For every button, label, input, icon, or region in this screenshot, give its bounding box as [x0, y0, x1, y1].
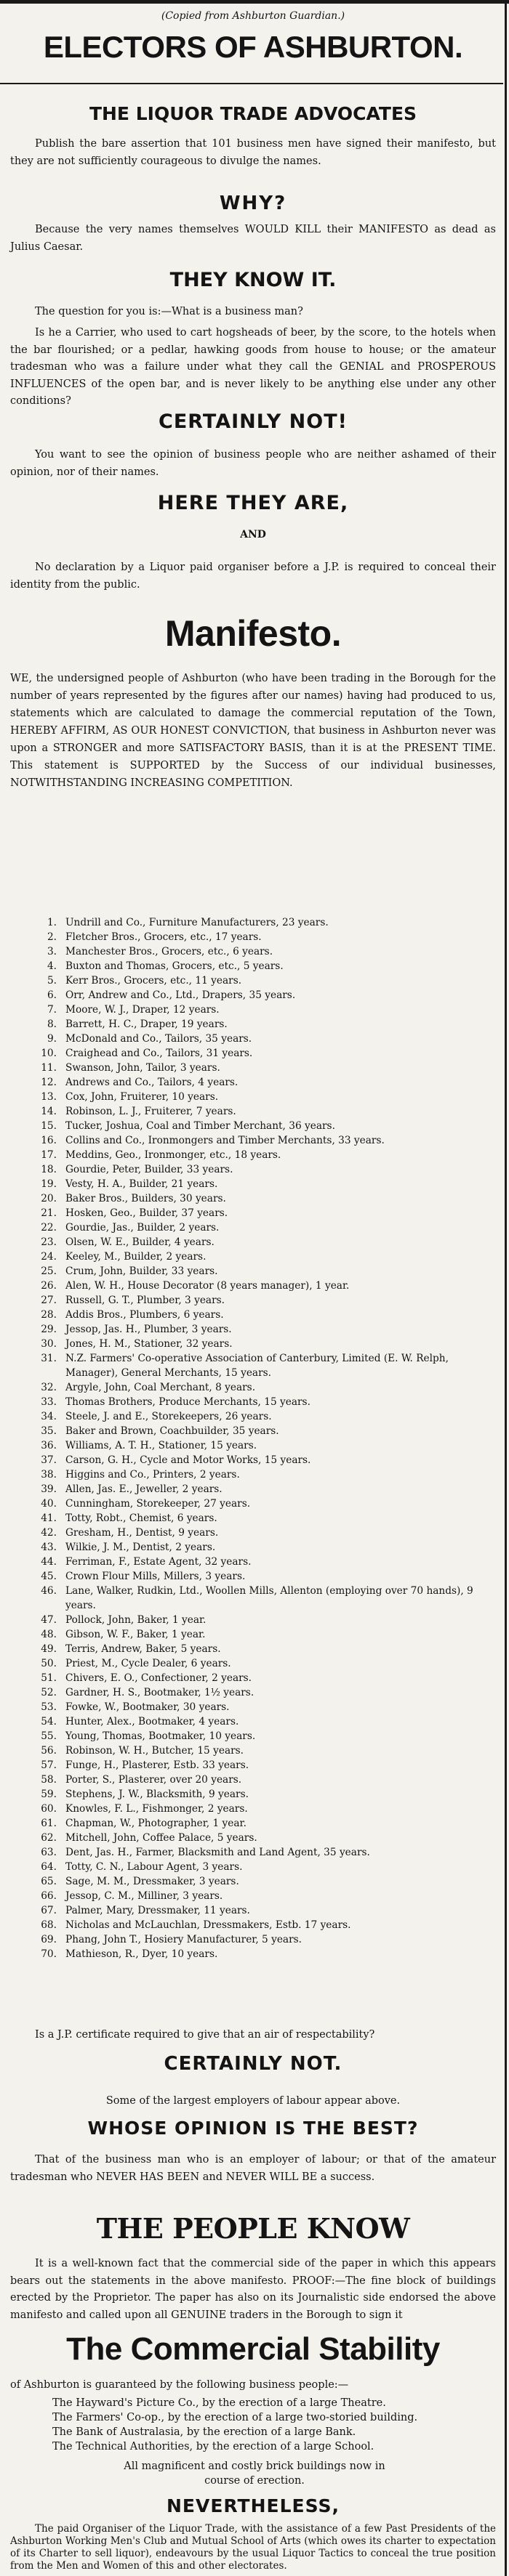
signatory-number: 45.	[41, 1571, 57, 1582]
signatory-text: Vesty, H. A., Builder, 21 years.	[65, 1178, 218, 1190]
signatory-number: 39.	[41, 1483, 57, 1495]
signatory-text: Thomas Brothers, Produce Merchants, 15 years.	[65, 1396, 310, 1408]
signatory-text: Williams, A. T. H., Stationer, 15 years.	[65, 1440, 257, 1451]
signatory-item	[20, 1874, 496, 1889]
signatory-text: Chivers, E. O., Confectioner, 2 years.	[65, 1672, 252, 1684]
signatory-number: 36.	[41, 1440, 57, 1451]
signatory-text: Steele, J. and E., Storekeepers, 26 years.	[65, 1411, 272, 1422]
signatory-number: 23.	[41, 1236, 57, 1248]
signatory-item	[20, 1177, 496, 1191]
signatory-text: Tucker, Joshua, Coal and Timber Merchant, 36 years.	[65, 1120, 335, 1132]
signatory-item	[20, 973, 496, 988]
signatory-item	[20, 1511, 496, 1526]
signatory-text: Hosken, Geo., Builder, 37 years.	[65, 1207, 228, 1219]
signatory-text: Terris, Andrew, Baker, 5 years.	[65, 1643, 221, 1655]
signatory-item	[20, 1700, 496, 1714]
signatory-text: Buxton and Thomas, Grocers, etc., 5 years.	[65, 960, 284, 972]
final-paragraph: The paid Organiser of the Liquor Trade, with the assistance of a few Past Presidents of the Ashburton Working Men's Club and Mutual School of Arts (which owes its charter to expectation of its Charter to sell liquor), endeavours by the usual Liquor Tactics to conceal the true position from the Men and Women of this and other electorates.	[10, 2523, 496, 2572]
signatory-item	[20, 1816, 496, 1831]
signatory-item	[20, 1671, 496, 1685]
jp-paragraph: Is a J.P. certificate required to give that an air of respectability?	[35, 2029, 375, 2041]
signatory-item	[20, 1526, 496, 1540]
signatory-number: 40.	[41, 1498, 57, 1510]
column-rule	[505, 0, 507, 2576]
signatory-number: 58.	[41, 1774, 57, 1786]
signatory-number: 3.	[47, 946, 57, 957]
signatory-item	[20, 1235, 496, 1249]
signatory-item	[20, 1090, 496, 1104]
signatory-number: 31.	[41, 1353, 57, 1364]
signatory-text: Crown Flour Mills, Millers, 3 years.	[65, 1571, 246, 1582]
signatory-number: 65.	[41, 1876, 57, 1887]
signatory-number: 63.	[41, 1847, 57, 1858]
signatory-text: Meddins, Geo., Ironmonger, etc., 18 years.	[65, 1149, 281, 1161]
people-know-paragraph: It is a well-known fact that the commercial side of the paper in which this appears bears out the statements in the above manifesto. PROOF:—The fine block of buildings erected by the Proprietor. The paper has also on its Journalistic side endorsed the above manifesto and called upon all GENUINE traders in the Borough to sign it	[10, 2258, 496, 2321]
liquor-paragraph: Publish the bare assertion that 101 business men have signed their manifesto, but they are not sufficiently courageous to divulge the names.	[10, 138, 496, 167]
signatory-item	[20, 944, 496, 959]
people-know-heading: THE PEOPLE KNOW	[96, 2212, 410, 2245]
signatory-number: 9.	[47, 1033, 57, 1045]
why-heading: WHY?	[219, 193, 287, 214]
copied-from-note: (Copied from Ashburton Guardian.)	[161, 10, 345, 22]
know-heading: THEY KNOW IT.	[169, 269, 337, 291]
whose-opinion-paragraph: That of the business man who is an employer of labour; or that of the amateur tradesman who NEVER HAS BEEN and NEVER WILL BE a success.	[10, 2154, 496, 2183]
signatory-item	[20, 1773, 496, 1787]
signatory-number: 38.	[41, 1469, 57, 1481]
signatory-text: Gourdie, Jas., Builder, 2 years.	[65, 1222, 220, 1234]
signatory-item	[20, 1569, 496, 1584]
signatory-item	[20, 1903, 496, 1918]
signatory-number: 21.	[41, 1207, 57, 1219]
signatory-number: 49.	[41, 1643, 57, 1655]
signatory-item	[20, 1642, 496, 1656]
signatory-item	[20, 1831, 496, 1845]
signatory-item	[20, 1656, 496, 1671]
signatory-number: 22.	[41, 1222, 57, 1234]
signatory-text: Undrill and Co., Furniture Manufacturers, 23 years.	[65, 917, 329, 928]
signatory-number: 34.	[41, 1411, 57, 1422]
signatory-item	[20, 1148, 496, 1162]
signatory-item	[20, 1162, 496, 1177]
signatory-text: Baker and Brown, Coachbuilder, 35 years.	[65, 1425, 279, 1437]
signatory-number: 28.	[41, 1309, 57, 1321]
signatory-item	[20, 1555, 496, 1569]
signatory-text: Chapman, W., Photographer, 1 year.	[65, 1818, 247, 1829]
signatory-text: Hunter, Alex., Bootmaker, 4 years.	[65, 1716, 239, 1728]
certainly-not-heading: CERTAINLY NOT!	[159, 410, 348, 433]
signatory-text: Priest, M., Cycle Dealer, 6 years.	[65, 1658, 231, 1669]
signatory-text: Fowke, W., Bootmaker, 30 years.	[65, 1701, 230, 1713]
signatory-number: 67.	[41, 1905, 57, 1916]
signatory-item	[20, 959, 496, 973]
signatory-text: Knowles, F. L., Fishmonger, 2 years.	[65, 1803, 248, 1815]
signatory-number: 70.	[41, 1948, 57, 1960]
signatory-number: 11.	[41, 1062, 57, 1074]
signatory-text: Jessop, C. M., Milliner, 3 years.	[65, 1890, 223, 1902]
manifesto-heading: Manifesto.	[164, 613, 342, 654]
signatory-text: Fletcher Bros., Grocers, etc., 17 years.	[65, 931, 262, 943]
signatory-text: Cunningham, Storekeeper, 27 years.	[65, 1498, 251, 1510]
manifesto-paragraph: WE, the undersigned people of Ashburton (who have been trading in the Borough for the number of years represented by the figures after our names) having had produced to us, statements which are calculated to damage the commercial reputation of the Town, HEREBY AFFIRM, AS OUR HONEST CONVICTION, that business in Ashburton never was upon a STRONGER and more SATISFACTORY BASIS, than it is at the PRESENT TIME. This statement is SUPPORTED by the Success of our individual businesses, NOTWITHSTANDING INCREASING COMPETITION.	[10, 673, 496, 789]
signatory-item	[20, 1119, 496, 1133]
signatory-text: Wilkie, J. M., Dentist, 2 years.	[65, 1542, 216, 1553]
signatory-number: 48.	[41, 1629, 57, 1640]
signatory-text: Robinson, L. J., Fruiterer, 7 years.	[65, 1106, 236, 1117]
signatory-item	[20, 1845, 496, 1860]
divider	[0, 83, 503, 84]
signatory-list	[20, 915, 496, 1961]
signatory-item	[20, 1017, 496, 1032]
signatory-text: Russell, G. T., Plumber, 3 years.	[65, 1295, 225, 1306]
signatory-item	[20, 1061, 496, 1075]
signatory-number: 33.	[41, 1396, 57, 1408]
signatory-number: 55.	[41, 1730, 57, 1742]
signatory-item	[20, 1409, 496, 1424]
signatory-item	[20, 1496, 496, 1511]
signatory-item	[20, 988, 496, 1003]
signatory-text: Phang, John T., Hosiery Manufacturer, 5 years.	[65, 1934, 302, 1945]
signatory-item	[20, 1133, 496, 1148]
signatory-number: 4.	[47, 960, 57, 972]
signatory-text: Crum, John, Builder, 33 years.	[65, 1265, 218, 1277]
signatory-item	[20, 1802, 496, 1816]
signatory-text: McDonald and Co., Tailors, 35 years.	[65, 1033, 252, 1045]
signatory-text: Kerr Bros., Grocers, etc., 11 years.	[65, 975, 242, 987]
signatory-text: Gibson, W. F., Baker, 1 year.	[65, 1629, 206, 1640]
signatory-item	[20, 1293, 496, 1308]
top-rule	[0, 0, 509, 4]
signatory-text: Mitchell, John, Coffee Palace, 5 years.	[65, 1832, 257, 1844]
signatory-number: 35.	[41, 1425, 57, 1437]
main-title: ELECTORS OF ASHBURTON.	[43, 30, 463, 64]
magnificent-paragraph: All magnificent and costly brick buildings now in course of erection.	[124, 2460, 385, 2487]
signatory-text: Addis Bros., Plumbers, 6 years.	[65, 1309, 224, 1321]
signatory-item	[20, 1482, 496, 1496]
signatory-item	[20, 1380, 496, 1395]
signatory-item	[20, 1003, 496, 1017]
largest-employers-paragraph: Some of the largest employers of labour appear above.	[105, 2095, 401, 2107]
signatory-item	[20, 930, 496, 944]
liquor-heading: THE LIQUOR TRADE ADVOCATES	[89, 103, 417, 124]
signatory-text: Craighead and Co., Tailors, 31 years.	[65, 1048, 253, 1059]
signatory-item	[20, 1206, 496, 1220]
carrier-paragraph: Is he a Carrier, who used to cart hogsheads of beer, by the score, to the hotels when the bar flourished; or a pedlar, hawking goods from house to house; or the amateur tradesman who was a failure under what they call the GENIAL and PROSPEROUS INFLUENCES of the open bar, and is never likely to be anything else under any other conditions?	[10, 327, 496, 407]
signatory-item	[20, 1337, 496, 1351]
signatory-number: 27.	[41, 1295, 57, 1306]
signatory-text: Totty, C. N., Labour Agent, 3 years.	[65, 1861, 243, 1873]
signatory-text: Manchester Bros., Grocers, etc., 6 years.	[65, 946, 273, 957]
signatory-number: 25.	[41, 1265, 57, 1277]
signatory-text: Allen, Jas. E., Jeweller, 2 years.	[65, 1483, 223, 1495]
signatory-number: 16.	[41, 1135, 57, 1146]
signatory-number: 7.	[47, 1004, 57, 1016]
signatory-text: Olsen, W. E., Builder, 4 years.	[65, 1236, 215, 1248]
signatory-number: 61.	[41, 1818, 57, 1829]
signatory-text: Moore, W. J., Draper, 12 years.	[65, 1004, 220, 1016]
signatory-item	[20, 1540, 496, 1555]
signatory-item	[20, 1075, 496, 1090]
signatory-item	[20, 1743, 496, 1758]
commercial-item: The Hayward's Picture Co., by the erection of a large Theatre.	[52, 2397, 386, 2409]
signatory-text: Alen, W. H., House Decorator (8 years manager), 1 year.	[65, 1280, 350, 1292]
signatory-text: Collins and Co., Ironmongers and Timber Merchants, 33 years.	[65, 1135, 385, 1146]
signatory-text: Young, Thomas, Bootmaker, 10 years.	[65, 1730, 256, 1742]
signatory-number: 13.	[41, 1091, 57, 1103]
signatory-item	[20, 1104, 496, 1119]
commercial-item: The Bank of Australasia, by the erection of a large Bank.	[52, 2426, 356, 2438]
signatory-number: 53.	[41, 1701, 57, 1713]
signatory-number: 52.	[41, 1687, 57, 1698]
signatory-text: Gardner, H. S., Bootmaker, 1½ years.	[65, 1687, 254, 1698]
signatory-text: Gresham, H., Dentist, 9 years.	[65, 1527, 219, 1539]
signatory-number: 66.	[41, 1890, 57, 1902]
signatory-text: Gourdie, Peter, Builder, 33 years.	[65, 1164, 233, 1175]
signatory-item	[20, 1627, 496, 1642]
signatory-text: Orr, Andrew and Co., Ltd., Drapers, 35 years.	[65, 989, 296, 1001]
signatory-number: 46.	[41, 1585, 57, 1597]
signatory-number: 37.	[41, 1454, 57, 1466]
signatory-number: 44.	[41, 1556, 57, 1568]
signatory-number: 26.	[41, 1280, 57, 1292]
signatory-item	[20, 1729, 496, 1743]
signatory-item	[20, 1191, 496, 1206]
signatory-text: Andrews and Co., Tailors, 4 years.	[65, 1077, 239, 1088]
signatory-number: 51.	[41, 1672, 57, 1684]
signatory-text: Keeley, M., Builder, 2 years.	[65, 1251, 207, 1263]
signatory-item	[20, 1918, 496, 1932]
signatory-number: 54.	[41, 1716, 57, 1728]
signatory-text: Jones, H. M., Stationer, 32 years.	[65, 1338, 233, 1350]
signatory-item	[20, 1046, 496, 1061]
signatory-item	[20, 1424, 496, 1438]
signatory-item	[20, 1758, 496, 1773]
signatory-number: 62.	[41, 1832, 57, 1844]
signatory-number: 12.	[41, 1077, 57, 1088]
here-they-are-heading: HERE THEY ARE,	[157, 492, 349, 514]
signatory-item	[20, 1613, 496, 1627]
why-paragraph: Because the very names themselves WOULD KILL their MANIFESTO as dead as Julius Caesar.	[10, 224, 496, 253]
signatory-number: 19.	[41, 1178, 57, 1190]
signatory-number: 47.	[41, 1614, 57, 1626]
signatory-item	[20, 1714, 496, 1729]
signatory-text: Jessop, Jas. H., Plumber, 3 years.	[65, 1324, 232, 1335]
signatory-number: 64.	[41, 1861, 57, 1873]
whose-opinion-heading: WHOSE OPINION IS THE BEST?	[87, 2118, 419, 2139]
signatory-item	[20, 1584, 496, 1613]
signatory-text: N.Z. Farmers' Co-operative Association of Canterbury, Limited (E. W. Relph, Manager), General Merchants, 15 years.	[65, 1353, 449, 1379]
signatory-number: 50.	[41, 1658, 57, 1669]
signatory-number: 1.	[47, 917, 57, 928]
signatory-number: 59.	[41, 1789, 57, 1800]
signatory-text: Robinson, W. H., Butcher, 15 years.	[65, 1745, 244, 1757]
signatory-item	[20, 1322, 496, 1337]
signatory-item	[20, 1787, 496, 1802]
signatory-number: 15.	[41, 1120, 57, 1132]
declaration-paragraph: No declaration by a Liquor paid organiser before a J.P. is required to conceal their identity from the public.	[10, 562, 496, 591]
signatory-item	[20, 1279, 496, 1293]
signatory-number: 42.	[41, 1527, 57, 1539]
nevertheless-heading: NEVERTHELESS,	[167, 2495, 340, 2516]
signatory-number: 18.	[41, 1164, 57, 1175]
signatory-text: Totty, Robt., Chemist, 6 years.	[65, 1512, 217, 1524]
commercial-item: The Technical Authorities, by the erection of a large School.	[52, 2441, 374, 2453]
signatory-item	[20, 1308, 496, 1322]
signatory-number: 24.	[41, 1251, 57, 1263]
signatory-text: Carson, G. H., Cycle and Motor Works, 15 years.	[65, 1454, 311, 1466]
and-text: AND	[240, 529, 266, 540]
signatory-item	[20, 1438, 496, 1453]
signatory-text: Barrett, H. C., Draper, 19 years.	[65, 1018, 228, 1030]
commercial-stability-heading: The Commercial Stability	[66, 2331, 440, 2367]
signatory-text: Baker Bros., Builders, 30 years.	[65, 1193, 226, 1204]
signatory-item	[20, 1264, 496, 1279]
signatory-item	[20, 1453, 496, 1467]
signatory-item	[20, 1220, 496, 1235]
signatory-number: 10.	[41, 1048, 57, 1059]
signatory-item	[20, 1395, 496, 1409]
signatory-text: Porter, S., Plasterer, over 20 years.	[65, 1774, 242, 1786]
signatory-item	[20, 1860, 496, 1874]
signatory-text: Nicholas and McLauchlan, Dressmakers, Estb. 17 years.	[65, 1919, 351, 1931]
signatory-item	[20, 1032, 496, 1046]
signatory-text: Lane, Walker, Rudkin, Ltd., Woollen Mills, Allenton (employing over 70 hands), 9 years.	[65, 1585, 473, 1611]
signatory-text: Funge, H., Plasterer, Estb. 33 years.	[65, 1759, 249, 1771]
signatory-number: 30.	[41, 1338, 57, 1350]
commercial-item: The Farmers' Co-op., by the erection of a large two-storied building.	[52, 2412, 418, 2423]
signatory-number: 43.	[41, 1542, 57, 1553]
signatory-text: Stephens, J. W., Blacksmith, 9 years.	[65, 1789, 249, 1800]
signatory-item	[20, 1889, 496, 1903]
signatory-number: 56.	[41, 1745, 57, 1757]
signatory-item	[20, 915, 496, 930]
commercial-intro: of Ashburton is guaranteed by the following business people:—	[10, 2379, 349, 2391]
signatory-number: 60.	[41, 1803, 57, 1815]
signatory-number: 17.	[41, 1149, 57, 1161]
signatory-text: Palmer, Mary, Dressmaker, 11 years.	[65, 1905, 250, 1916]
signatory-number: 5.	[47, 975, 57, 987]
signatory-number: 29.	[41, 1324, 57, 1335]
signatory-text: Ferriman, F., Estate Agent, 32 years.	[65, 1556, 252, 1568]
signatory-text: Mathieson, R., Dyer, 10 years.	[65, 1948, 218, 1960]
signatory-item	[20, 1249, 496, 1264]
signatory-number: 2.	[47, 931, 57, 943]
signatory-item	[20, 1685, 496, 1700]
signatory-text: Swanson, John, Tailor, 3 years.	[65, 1062, 220, 1074]
signatory-number: 8.	[47, 1018, 57, 1030]
signatory-number: 14.	[41, 1106, 57, 1117]
signatory-number: 6.	[47, 989, 57, 1001]
signatory-number: 32.	[41, 1382, 57, 1393]
signatory-text: Argyle, John, Coal Merchant, 8 years.	[65, 1382, 256, 1393]
signatory-number: 68.	[41, 1919, 57, 1931]
signatory-number: 69.	[41, 1934, 57, 1945]
signatory-number: 41.	[41, 1512, 57, 1524]
signatory-item	[20, 1947, 496, 1961]
signatory-text: Cox, John, Fruiterer, 10 years.	[65, 1091, 219, 1103]
signatory-text: Sage, M. M., Dressmaker, 3 years.	[65, 1876, 239, 1887]
signatory-text: Dent, Jas. H., Farmer, Blacksmith and Land Agent, 35 years.	[65, 1847, 370, 1858]
signatory-number: 57.	[41, 1759, 57, 1771]
signatory-item	[20, 1467, 496, 1482]
signatory-item	[20, 1351, 496, 1380]
signatory-item	[20, 1932, 496, 1947]
signatory-number: 20.	[41, 1193, 57, 1204]
question-paragraph: The question for you is:—What is a business man?	[35, 306, 303, 317]
certainly-not-heading-2: CERTAINLY NOT.	[164, 2053, 342, 2075]
signatory-text: Pollock, John, Baker, 1 year.	[65, 1614, 207, 1626]
opinion-paragraph: You want to see the opinion of business people who are neither ashamed of their opinion, nor of their names.	[10, 449, 496, 478]
signatory-text: Higgins and Co., Printers, 2 years.	[65, 1469, 240, 1481]
